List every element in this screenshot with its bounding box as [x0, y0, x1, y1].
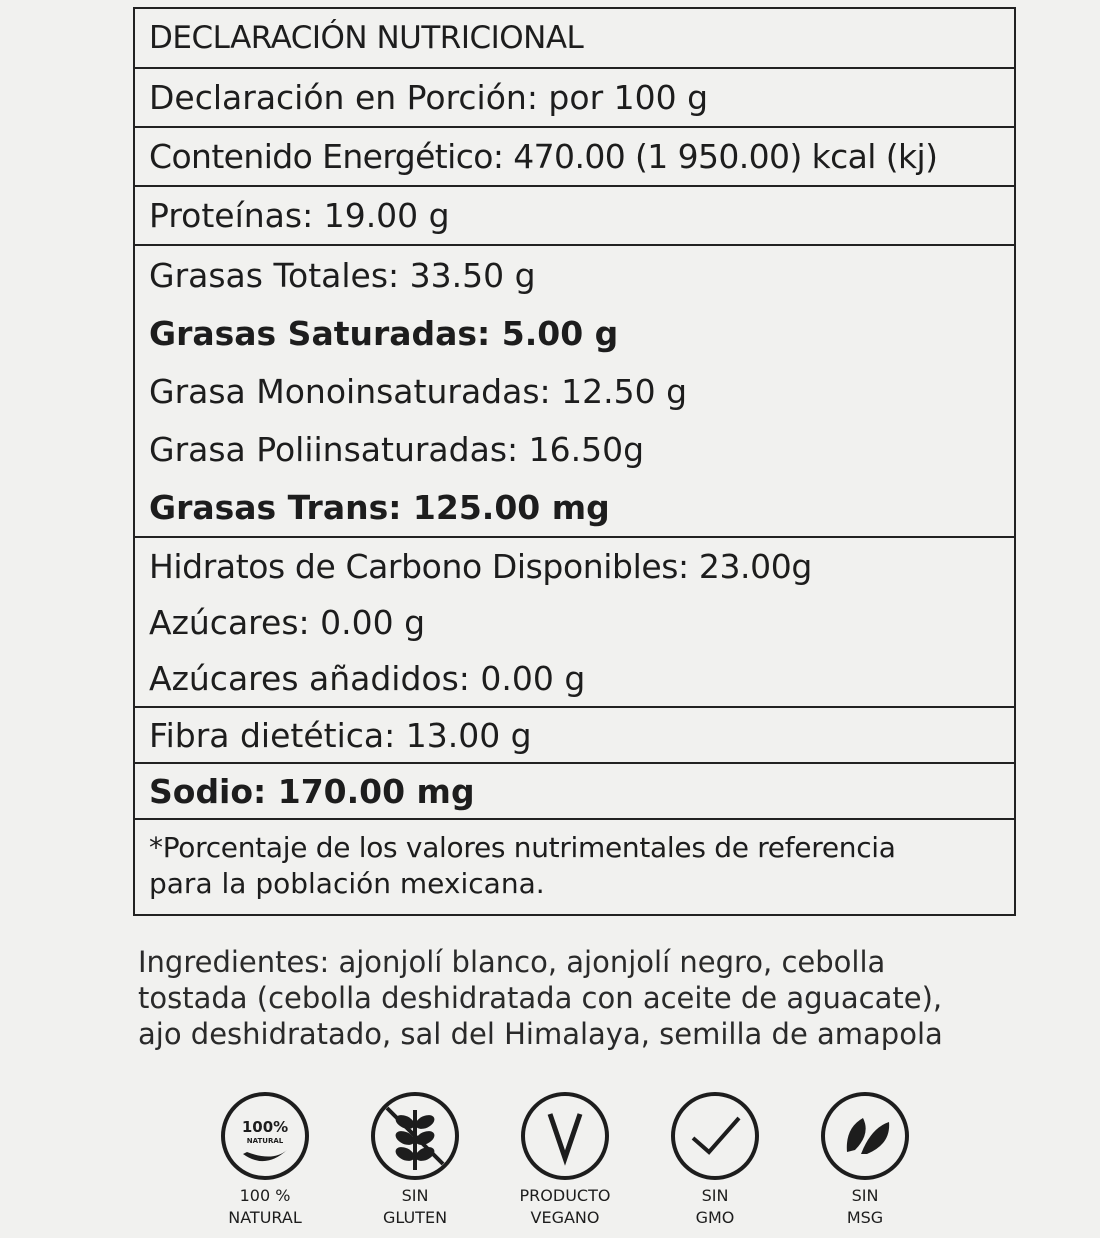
- trans-fat-text: Grasas Trans: 125.00 mg: [149, 487, 610, 527]
- saturated-fat-text: Grasas Saturadas: 5.00 g: [149, 313, 619, 353]
- polyunsaturated-fat-line: [149, 420, 1000, 478]
- ingredients-text: [138, 944, 1038, 1052]
- fiber-row: [135, 708, 1014, 764]
- no-gluten-icon: [367, 1088, 463, 1184]
- svg-text:NATURAL: NATURAL: [246, 1137, 284, 1145]
- fats-group: [135, 246, 1014, 538]
- badge-gluten-caption-2: GLUTEN: [382, 1208, 448, 1227]
- badge-natural-caption-1: 100 %: [239, 1186, 291, 1205]
- badge-gmo: [655, 1088, 775, 1228]
- badge-vegan-caption-1: PRODUCTO: [519, 1186, 611, 1205]
- added-sugars-text: Azúcares añadidos: 0.00 g: [149, 658, 586, 698]
- added-sugars-line: [149, 650, 1000, 706]
- badge-gluten-caption-1: SIN: [401, 1186, 429, 1205]
- svg-text:100%: 100%: [241, 1118, 289, 1136]
- badge-msg-caption-1: SIN: [851, 1186, 879, 1205]
- footnote-line-1: *Porcentaje de los valores nutrimentales de referencia: [149, 831, 896, 864]
- saturated-fat-line: [149, 304, 1000, 362]
- badge-msg-caption-2: MSG: [846, 1208, 884, 1227]
- fiber-text: Fibra dietética: 13.00 g: [149, 715, 532, 755]
- carbs-line: [149, 538, 1000, 594]
- badge-vegan: [505, 1088, 625, 1228]
- protein-row: [135, 187, 1014, 246]
- total-fat-line: [149, 246, 1000, 304]
- monounsaturated-fat-text: Grasa Monoinsaturadas: 12.50 g: [149, 371, 688, 411]
- leaf-icon: [817, 1088, 913, 1184]
- sugars-line: [149, 594, 1000, 650]
- vegan-v-icon: [517, 1088, 613, 1184]
- polyunsaturated-fat-text: Grasa Poliinsaturadas: 16.50g: [149, 429, 645, 469]
- total-fat-text: Grasas Totales: 33.50 g: [149, 255, 536, 295]
- sodium-text: Sodio: 170.00 mg: [149, 771, 475, 811]
- badge-vegan-caption-2: VEGANO: [530, 1208, 600, 1227]
- carbs-group: [135, 538, 1014, 708]
- monounsaturated-fat-line: [149, 362, 1000, 420]
- footnote-line-2: para la población mexicana.: [149, 867, 545, 900]
- natural-100-icon: [217, 1088, 313, 1184]
- ingredients-line-1: Ingredientes: ajonjolí blanco, ajonjolí negro, cebolla: [138, 945, 886, 979]
- portion-text: Declaración en Porción: por 100 g: [149, 78, 709, 117]
- nutrition-title: DECLARACIÓN NUTRICIONAL: [149, 20, 584, 56]
- badge-natural-caption-2: NATURAL: [228, 1208, 302, 1227]
- ingredients-line-3: ajo deshidratado, sal del Himalaya, semilla de amapola: [138, 1017, 943, 1051]
- protein-text: Proteínas: 19.00 g: [149, 196, 450, 235]
- badges-row: [205, 1088, 925, 1228]
- footnote-row: [135, 820, 1014, 914]
- sodium-row: [135, 764, 1014, 820]
- nutrition-title-row: [135, 9, 1014, 69]
- badge-msg: [805, 1088, 925, 1228]
- ingredients-line-2: tostada (cebolla deshidratada con aceite de aguacate),: [138, 981, 943, 1015]
- carbs-text: Hidratos de Carbono Disponibles: 23.00g: [149, 546, 812, 586]
- checkmark-icon: [667, 1088, 763, 1184]
- badge-gluten: [355, 1088, 475, 1228]
- badge-natural: [205, 1088, 325, 1228]
- trans-fat-line: [149, 478, 1000, 536]
- portion-row: [135, 69, 1014, 128]
- energy-row: [135, 128, 1014, 187]
- energy-text: Contenido Energético: 470.00 (1 950.00) kcal (kj): [149, 137, 938, 176]
- sugars-text: Azúcares: 0.00 g: [149, 602, 426, 642]
- nutrition-table: [133, 7, 1016, 916]
- badge-gmo-caption-1: SIN: [701, 1186, 729, 1205]
- badge-gmo-caption-2: GMO: [695, 1208, 735, 1227]
